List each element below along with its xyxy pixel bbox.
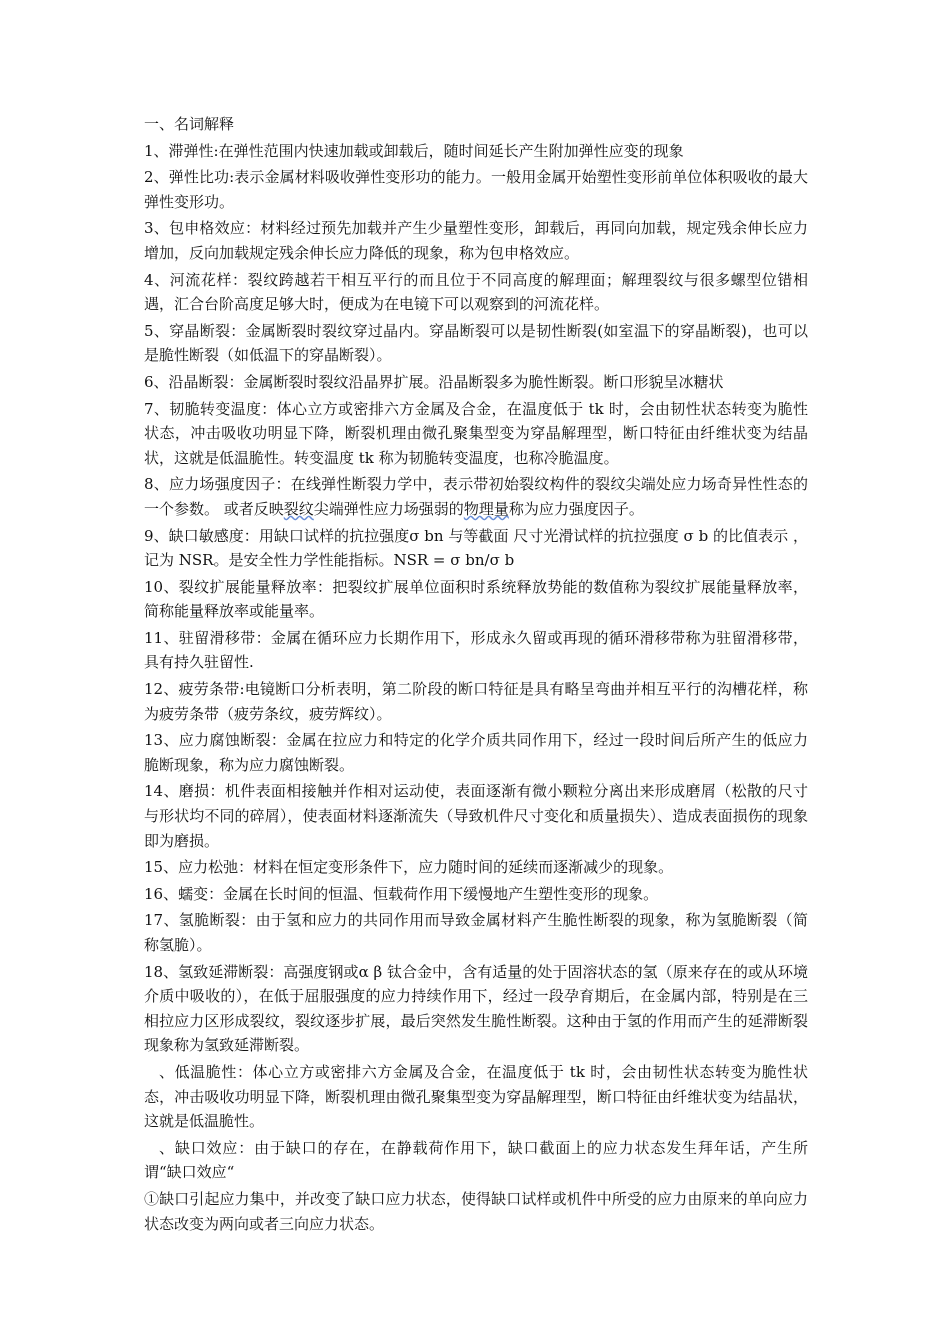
term-hydrogen-embrittlement: 17、氢脆断裂：由于氢和应力的共同作用而导致金属材料产生脆性断裂的现象，称为氢脆断裂（简称氢脆）。	[144, 911, 808, 954]
term-stress-relaxation: 15、应力松弛：材料在恒定变形条件下，应力随时间的延续而逐渐减少的现象。	[144, 858, 674, 877]
notch-effect-point-1: ①缺口引起应力集中，并改变了缺口应力状态，使得缺口试样或机件中所受的应力由原来的单向应力状态改变为两向或者三向应力状态。	[144, 1189, 808, 1233]
term-persistent-slip-band: 11、驻留滑移带：金属在循环应力长期作用下，形成永久留或再现的循环滑移带称为驻留滑移带，具有持久驻留性.	[144, 628, 808, 672]
term-intergranular-fracture: 6、沿晶断裂：金属断裂时裂纹沿晶界扩展。沿晶断裂多为脆性断裂。断口形貌呈冰糖状	[144, 372, 724, 391]
stress-intensity-text-c: 尖端弹性应力场强弱的	[313, 499, 464, 518]
term-stress-corrosion-cracking: 13、应力腐蚀断裂：金属在拉应力和特定的化学介质共同作用下，经过一段时间后所产生的低应力脆断现象，称为应力腐蚀断裂。	[144, 731, 808, 774]
term-notch-effect: 、缺口效应：由于缺口的存在，在静载荷作用下，缺口截面上的应力状态发生拜年话，产生所谓“缺口效应“	[144, 1138, 808, 1182]
term-ductile-brittle-transition: 7、韧脆转变温度：体心立方或密排六方金属及合金，在温度低于 tk 时，会由韧性状态转变为脆性状态，冲击吸收功明显下降，断裂机理由微孔聚集型变为穿晶解理型，断口特征由纤维状变为结晶状，这就是低温脆性。转变温度 tk 称为韧脆转变温度，也称冷脆温度。	[144, 399, 808, 467]
term-low-temperature-brittleness: 、低温脆性：体心立方或密排六方金属及合金，在温度低于 tk 时，会由韧性状态转变为脆性状态，冲击吸收功明显下降，断裂机理由微孔聚集型变为穿晶解理型，断口特征由纤维状变为结晶状，这就是低温脆性。	[144, 1062, 808, 1131]
term-anelasticity: 1、滞弹性:在弹性范围内快速加载或卸载后，随时间延长产生附加弹性应变的现象	[144, 141, 684, 160]
term-hydrogen-delayed-fracture: 18、氢致延滞断裂：高强度钢或α β 钛合金中，含有适量的处于固溶状态的氢（原来存在的或从环境介质中吸收的），在低于屈服强度的应力持续作用下，经过一段孕育期后，在金属内部，特别是在三相拉应力区形成裂纹，裂纹逐步扩展，最后突然发生脆性断裂。这种由于氢的作用而产生的延滞断裂现象称为氢致延滞断裂。	[144, 962, 808, 1055]
underlined-word-physical-quantity: 物理量	[463, 499, 509, 518]
term-wear: 14、磨损：机件表面相接触并作相对运动使，表面逐渐有微小颗粒分离出来形成磨屑（松散的尺寸与形状均不同的碎屑），使表面材料逐渐流失（导致机件尺寸变化和质量损失）、造成表面损伤的现象即为磨损。	[144, 782, 808, 850]
stress-intensity-text-a: 8、应力场强度因子：在线弹性断裂力学中，表示带初始裂纹构件的裂纹尖端处应力场奇异性性态的一个参数。 或者反映	[144, 475, 808, 518]
term-bauschinger-effect: 3、包申格效应：材料经过预先加载并产生少量塑性变形，卸载后，再同向加载，规定残余伸长应力增加，反向加载规定残余伸长应力降低的现象，称为包申格效应。	[144, 219, 808, 262]
term-energy-release-rate: 10、裂纹扩展能量释放率：把裂纹扩展单位面积时系统释放势能的数值称为裂纹扩展能量释放率，简称能量释放率或能量率。	[144, 577, 808, 621]
section-title: 一、名词解释	[144, 115, 235, 133]
term-river-pattern: 4、河流花样：裂纹跨越若干相互平行的而且位于不同高度的解理面；解理裂纹与很多螺型位错相遇，汇合台阶高度足够大时，便成为在电镜下可以观察到的河流花样。	[144, 270, 808, 314]
term-stress-intensity-factor	[144, 472, 808, 521]
term-elastic-specific-work: 2、弹性比功:表示金属材料吸收弹性变形功的能力。一般用金属开始塑性变形前单位体积吸收的最大弹性变形功。	[144, 168, 808, 211]
term-creep: 16、蠕变：金属在长时间的恒温、恒载荷作用下缓慢地产生塑性变形的现象。	[144, 884, 659, 903]
underlined-word-crack: 裂纹	[283, 499, 314, 518]
term-transgranular-fracture: 5、穿晶断裂：金属断裂时裂纹穿过晶内。穿晶断裂可以是韧性断裂(如室温下的穿晶断裂)，也可以是脆性断裂（如低温下的穿晶断裂）。	[144, 321, 808, 365]
document-page	[144, 112, 808, 1238]
term-notch-sensitivity: 9、缺口敏感度：用缺口试样的抗拉强度σ bn 与等截面 尺寸光滑试样的抗拉强度 σ b 的比值表示 ，记为 NSR。是安全性力学性能指标。NSR = σ bn/σ b	[144, 526, 808, 570]
term-fatigue-striations: 12、疲劳条带:电镜断口分析表明，第二阶段的断口特征是具有略呈弯曲并相互平行的沟槽花样，称为疲劳条带（疲劳条纹，疲劳辉纹）。	[144, 680, 808, 723]
stress-intensity-text-e: 称为应力强度因子。	[508, 499, 644, 518]
